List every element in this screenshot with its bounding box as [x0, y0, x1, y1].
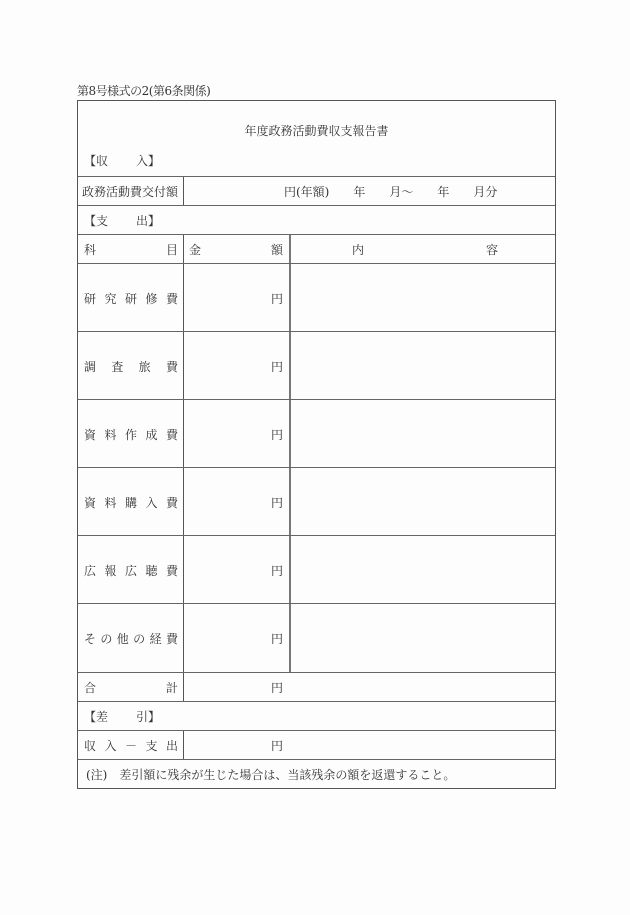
balance-section-label: 【差 引】	[84, 710, 161, 724]
amount-field[interactable]: 円	[270, 291, 283, 306]
amount-field[interactable]: 円	[270, 427, 283, 442]
report-form	[77, 100, 556, 789]
expense-row	[78, 603, 555, 673]
form-number-label: 第8号様式の2(第6条関係)	[77, 84, 211, 98]
balance-amount-field[interactable]: 円	[270, 739, 283, 753]
expense-row	[78, 535, 555, 604]
expense-row-label: 資 料 購 入 費	[84, 495, 178, 510]
amount-field[interactable]: 円	[270, 495, 283, 510]
expense-row	[78, 263, 555, 332]
content-field[interactable]	[291, 604, 555, 673]
report-title: 年度政務活動費収支報告書	[244, 124, 389, 138]
expense-row-label: 研 究 研 修 費	[84, 291, 178, 306]
total-label: 合 計	[84, 681, 178, 695]
expense-row-label: 調 査 旅 費	[84, 359, 178, 374]
expense-header-row	[78, 234, 555, 264]
total-row	[78, 672, 555, 702]
expense-row	[78, 331, 555, 400]
content-field[interactable]	[291, 400, 555, 468]
expense-row	[78, 467, 555, 536]
income-amount-field[interactable]: 円(年額) 年 月～ 年 月分	[284, 185, 498, 199]
expense-section-label: 【支 出】	[84, 214, 161, 228]
total-amount-field[interactable]: 円	[270, 681, 283, 695]
content-field[interactable]	[291, 332, 555, 400]
expense-row	[78, 399, 555, 468]
income-row-label: 政務活動費交付額	[82, 185, 179, 199]
header-item: 科 目	[84, 243, 178, 257]
content-field[interactable]	[291, 536, 555, 604]
balance-label: 収 入 － 支 出	[84, 739, 178, 753]
header-content: 内 容	[352, 243, 498, 257]
amount-field[interactable]: 円	[270, 359, 283, 374]
income-row	[78, 176, 555, 206]
expense-row-label: 広 報 広 聴 費	[84, 563, 178, 578]
note-text: (注) 差引額に残余が生じた場合は、当該残余の額を返還すること。	[86, 768, 456, 782]
balance-row	[78, 730, 555, 760]
content-field[interactable]	[291, 264, 555, 332]
content-field[interactable]	[291, 468, 555, 536]
expense-section-row	[78, 205, 555, 235]
amount-field[interactable]: 円	[270, 632, 283, 646]
header-amount: 金 額	[189, 243, 283, 257]
amount-field[interactable]: 円	[270, 563, 283, 578]
expense-row-label: そ の 他 の 経 費	[84, 632, 178, 646]
balance-section-row	[78, 701, 555, 731]
note-row	[78, 759, 555, 789]
expense-row-label: 資 料 作 成 費	[84, 427, 178, 442]
income-section-label: 【収 入】	[84, 154, 161, 168]
